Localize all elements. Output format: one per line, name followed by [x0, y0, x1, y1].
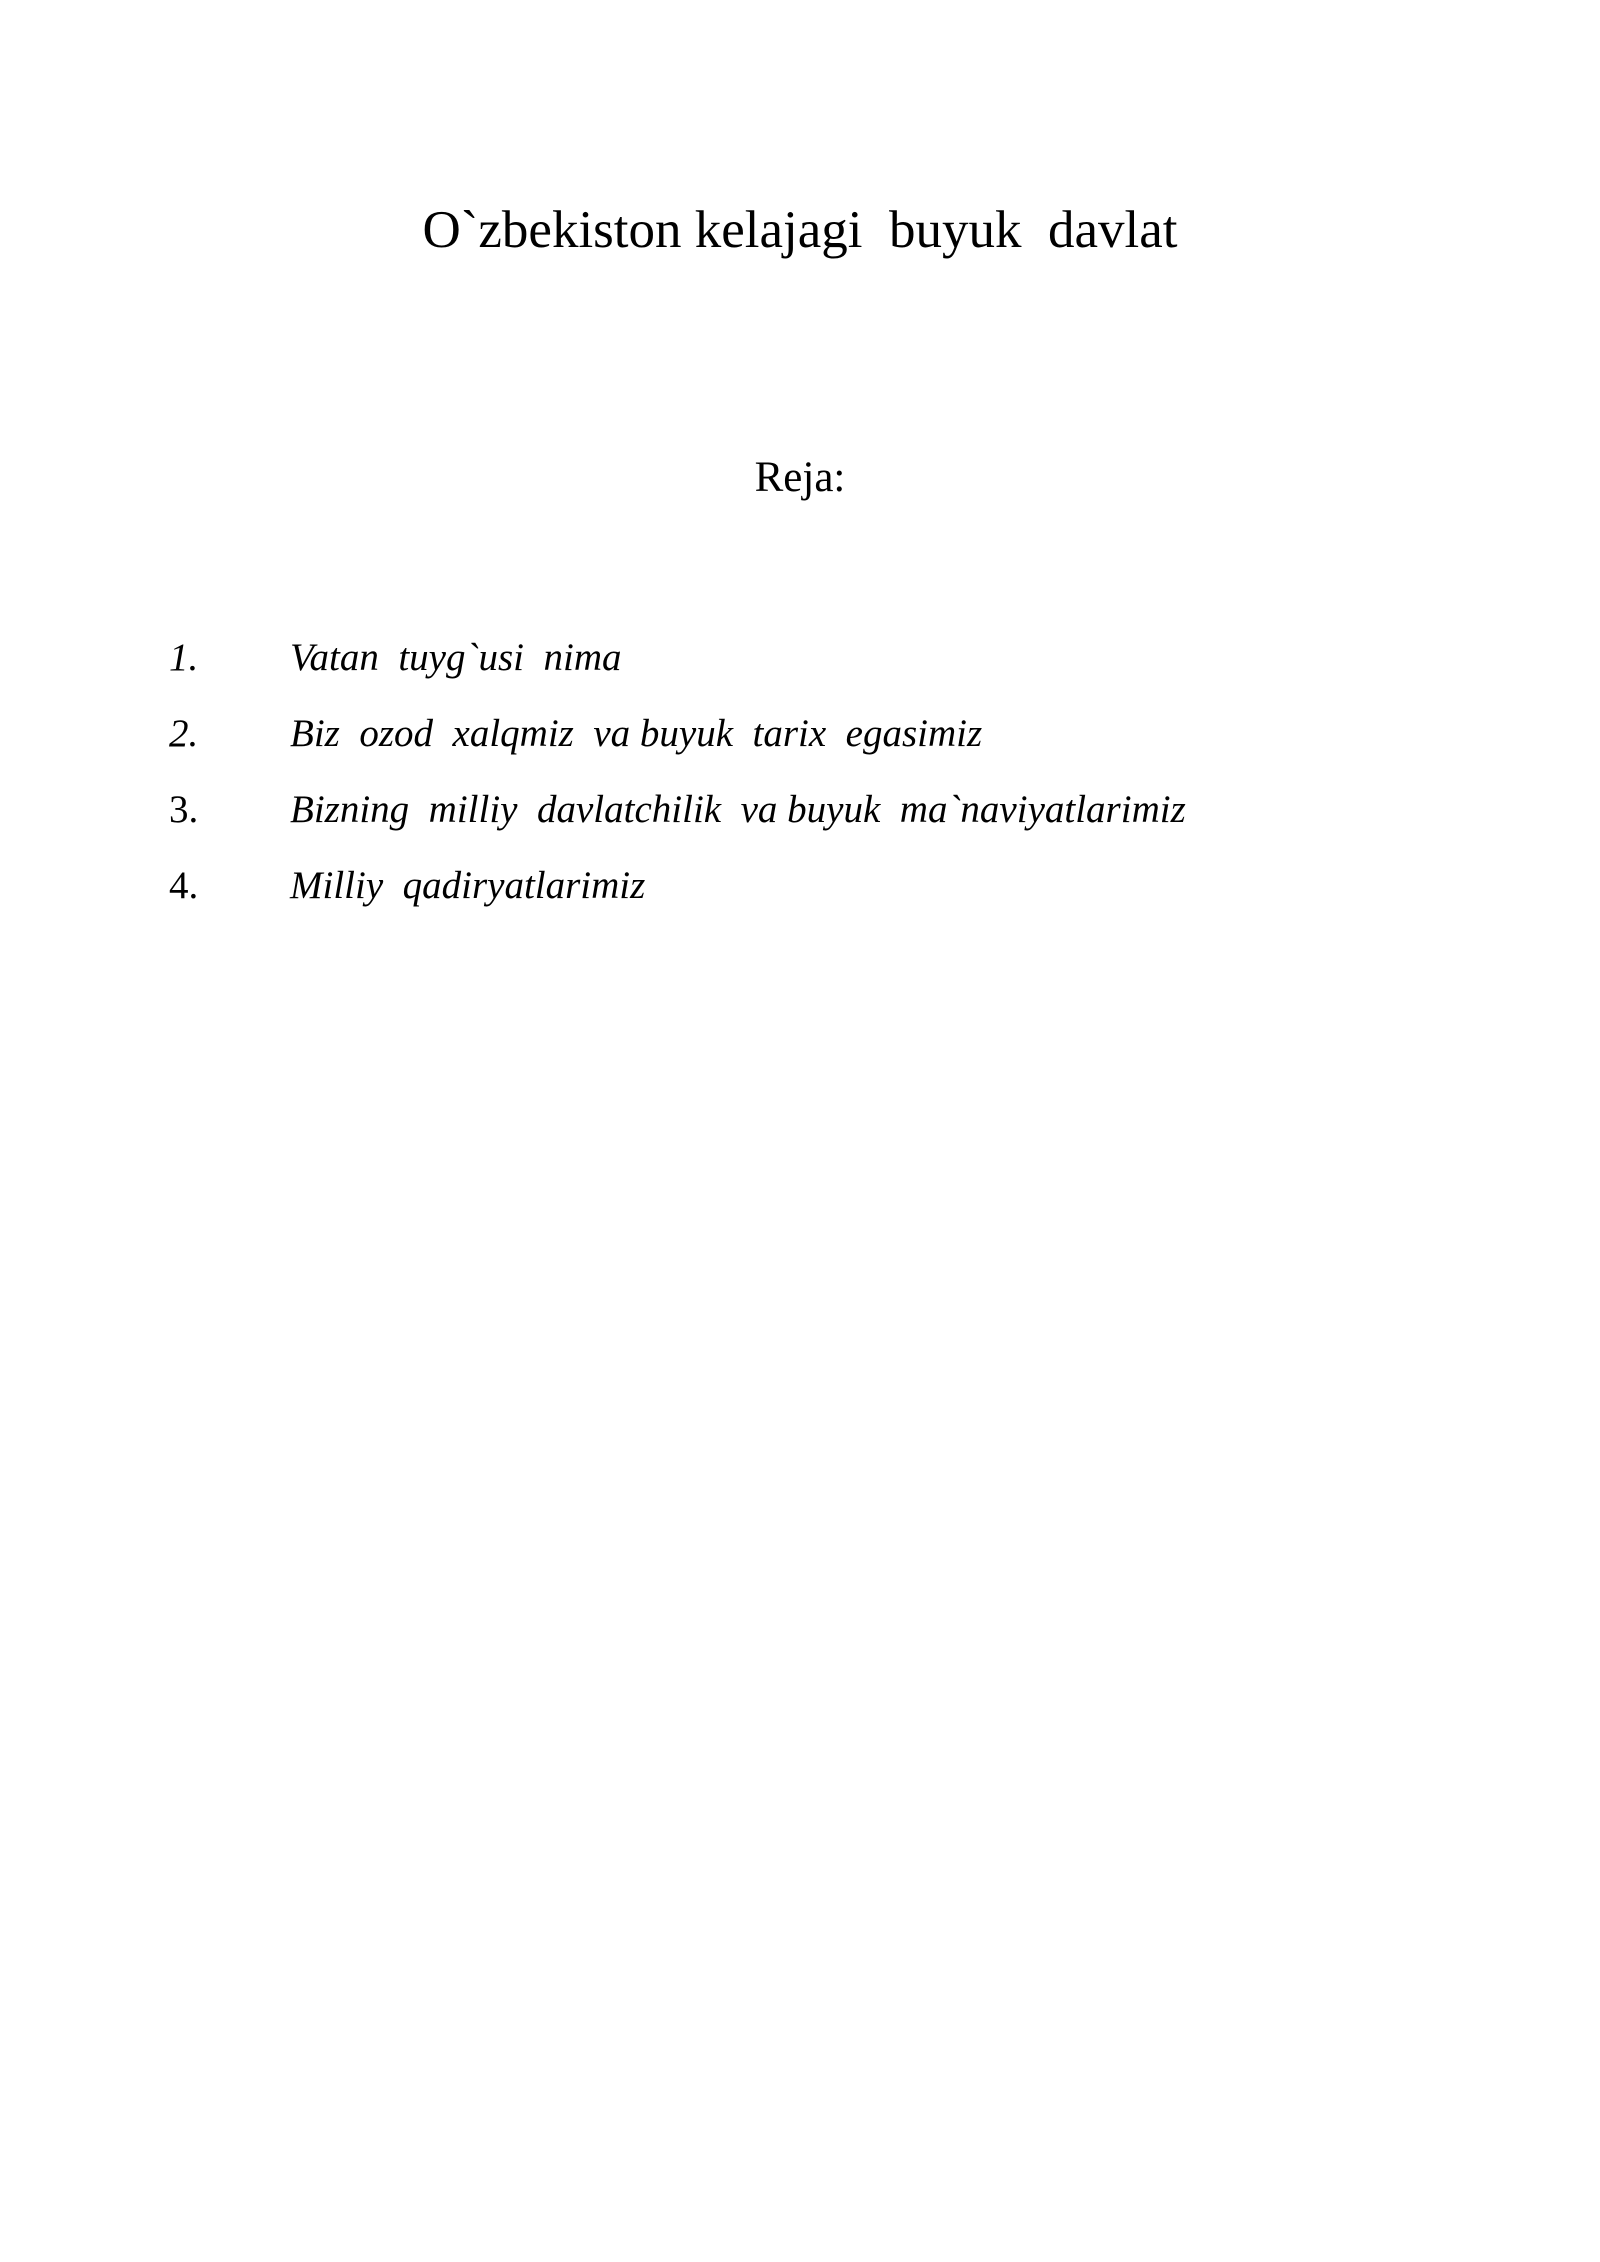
list-item-text: Vatan tuyg`usi nima [290, 636, 622, 679]
document-title: O`zbekiston kelajagi buyuk davlat [422, 201, 1178, 259]
list-item [0, 628, 1600, 704]
list-item [0, 856, 1600, 932]
plan-heading: Reja: [754, 454, 846, 501]
list-item-number: 2. [169, 712, 199, 755]
list-item [0, 780, 1600, 856]
list-item-text: Biz ozod xalqmiz va buyuk tarix egasimiz [290, 712, 983, 755]
list-item-number: 3. [169, 788, 199, 831]
list-item [0, 704, 1600, 780]
plan-list [0, 628, 1600, 932]
list-item-text: Milliy qadiryatlarimiz [290, 864, 646, 907]
list-item-number: 4. [169, 864, 199, 907]
list-item-text: Bizning milliy davlatchilik va buyuk ma`naviyatlarimiz [290, 788, 1186, 831]
list-item-number: 1. [169, 636, 199, 679]
